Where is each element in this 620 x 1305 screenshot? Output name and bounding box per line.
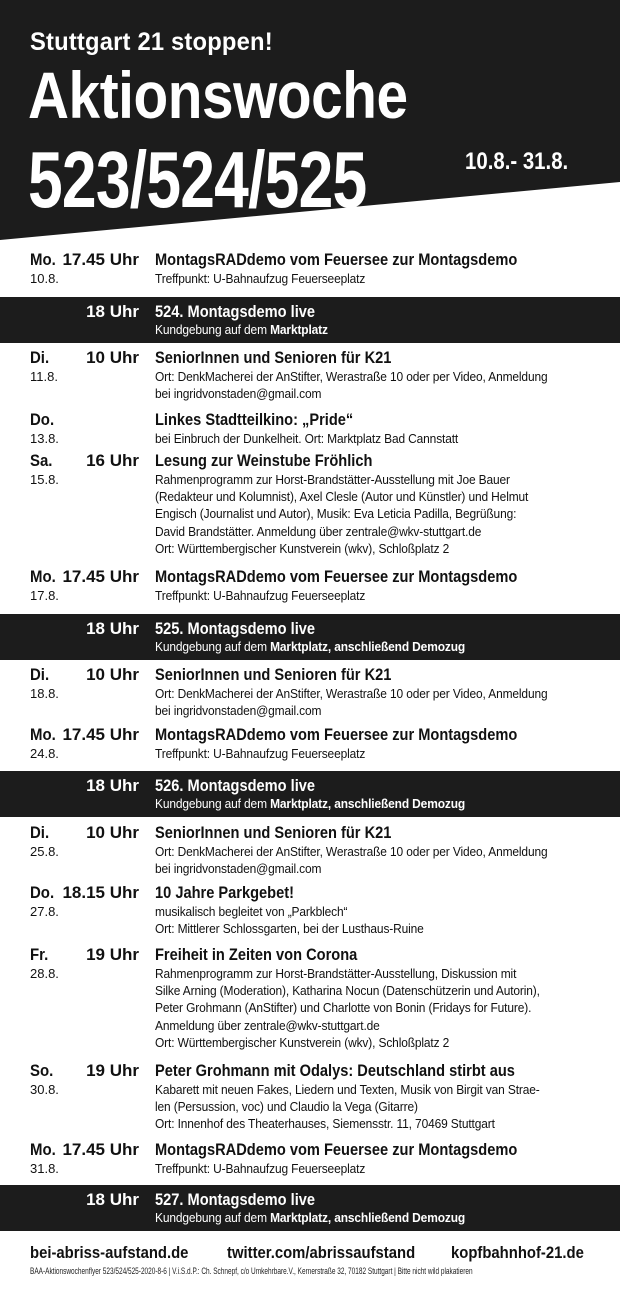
event-day: Di. — [30, 823, 50, 842]
event-day: Do. — [30, 410, 55, 429]
event-detail-line: musikalisch begleitet von „Parkblech“ — [155, 904, 348, 919]
event-detail-line: Ort: DenkMacherei der AnStifter, Werastraße 10 oder per Video, Anmeldung — [155, 844, 548, 859]
event-detail-line: Treffpunkt: U-Bahnaufzug Feuerseeplatz — [155, 1161, 366, 1176]
event-day: Mo. — [30, 250, 56, 269]
event-detail-text: Kundgebung auf dem — [155, 1210, 271, 1225]
event-details — [155, 843, 610, 877]
event-time: 16 Uhr — [86, 451, 139, 470]
event-title: MontagsRADdemo vom Feuersee zur Montagsdemo — [155, 725, 518, 744]
event-day: Mo. — [30, 1140, 56, 1159]
event-detail-line: Ort: Württembergischer Kunstverein (wkv), Schloßplatz 2 — [155, 540, 450, 556]
event-date: 25.8. — [30, 844, 59, 859]
event-title: 524. Montagsdemo live — [155, 302, 316, 321]
event-detail-line: Ort: DenkMacherei der AnStifter, Werastraße 10 oder per Video, Anmeldung — [155, 686, 548, 701]
event-title: SeniorInnen und Senioren für K21 — [155, 665, 392, 684]
event-title: MontagsRADdemo vom Feuersee zur Montagsdemo — [155, 567, 518, 586]
event-time: 10 Uhr — [86, 823, 139, 842]
event-day: Mo. — [30, 567, 56, 586]
event-time: 17.45 Uhr — [62, 1140, 139, 1159]
event-detail-line: Ort: Württembergischer Kunstverein (wkv), Schloßplatz 2 — [155, 1034, 450, 1050]
event-title: SeniorInnen und Senioren für K21 — [155, 823, 392, 842]
footer-links — [30, 1244, 590, 1266]
event-day: Mo. — [30, 725, 56, 744]
event-time: 18 Uhr — [86, 776, 139, 795]
event-date: 27.8. — [30, 904, 59, 919]
event-detail-line: Treffpunkt: U-Bahnaufzug Feuerseeplatz — [155, 588, 366, 603]
footer-link-kopfbahnhof[interactable]: kopfbahnhof-21.de — [451, 1244, 584, 1262]
footer-imprint: BAA-Aktionswochenflyer 523/524/525-2020-8-6 | V.i.S.d.P.: Ch. Schnepf, c/o Umkehrbare.V., Kernerstraße 32, 70182 Stuttgart | Bitte nicht wild plakatieren — [30, 1266, 473, 1276]
event-time: 10 Uhr — [86, 348, 139, 367]
event-detail-line: Engisch (Journalist und Autor), Musik: Eva Leticia Padilla, Begrüßung: — [155, 506, 517, 522]
event-title: MontagsRADdemo vom Feuersee zur Montagsdemo — [155, 250, 518, 269]
event-row — [0, 250, 620, 292]
event-detail-highlight: Marktplatz, anschließend Demozug — [270, 796, 466, 811]
event-row — [0, 348, 620, 408]
event-title: 526. Montagsdemo live — [155, 776, 316, 795]
event-time: 17.45 Uhr — [62, 725, 139, 744]
event-details — [155, 1160, 610, 1177]
event-date: 15.8. — [30, 472, 59, 487]
event-detail-line: len (Persussion, voc) und Claudio la Vega (Gitarre) — [155, 1099, 418, 1115]
event-details — [155, 965, 610, 1051]
event-time: 19 Uhr — [86, 1061, 139, 1080]
event-row — [0, 567, 620, 609]
event-title: SeniorInnen und Senioren für K21 — [155, 348, 392, 367]
event-detail-line: bei ingridvonstaden@gmail.com — [155, 386, 322, 402]
header — [0, 0, 620, 240]
footer-link-website[interactable]: bei-abriss-aufstand.de — [30, 1244, 189, 1262]
event-time: 19 Uhr — [86, 945, 139, 964]
event-details — [155, 1209, 610, 1226]
event-details — [155, 321, 610, 338]
event-row — [0, 945, 620, 1057]
event-detail-line: David Brandstätter. Anmeldung über zentrale@wkv-stuttgart.de — [155, 523, 482, 539]
event-detail-line — [155, 795, 574, 812]
event-detail-line: bei Einbruch der Dunkelheit. Ort: Marktplatz Bad Cannstatt — [155, 431, 459, 446]
event-details — [155, 745, 610, 762]
event-details — [155, 1081, 610, 1133]
header-numbers: 523/524/525 — [28, 135, 367, 224]
event-details — [155, 270, 610, 287]
event-row — [0, 823, 620, 883]
event-detail-text: Kundgebung auf dem — [155, 322, 271, 337]
event-details — [155, 903, 610, 937]
event-detail-line: Peter Grohmann (AnStifter) und Charlotte von Bonin (Fridays for Future). — [155, 1000, 532, 1016]
event-detail-line: Rahmenprogramm zur Horst-Brandstätter-Ausstellung mit Joe Bauer — [155, 472, 510, 487]
event-time: 18.15 Uhr — [62, 883, 139, 902]
event-title: 525. Montagsdemo live — [155, 619, 316, 638]
event-title: Linkes Stadtteilkino: „Pride“ — [155, 410, 354, 429]
event-detail-line: Silke Arning (Moderation), Katharina Nocun (Datenschützerin und Autorin), — [155, 983, 540, 999]
event-detail-line: Ort: Innenhof des Theaterhauses, Siemensstr. 11, 70469 Stuttgart — [155, 1116, 495, 1132]
event-time: 18 Uhr — [86, 302, 139, 321]
event-detail-line — [155, 321, 574, 338]
event-time: 18 Uhr — [86, 619, 139, 638]
event-detail-line — [155, 1209, 574, 1226]
event-detail-line: Treffpunkt: U-Bahnaufzug Feuerseeplatz — [155, 271, 366, 286]
event-band — [0, 1185, 620, 1231]
event-detail-highlight: Marktplatz, anschließend Demozug — [270, 639, 466, 654]
event-row — [0, 883, 620, 943]
header-title: Aktionswoche — [28, 58, 408, 132]
event-date: 10.8. — [30, 271, 59, 286]
event-detail-line: Ort: DenkMacherei der AnStifter, Werastraße 10 oder per Video, Anmeldung — [155, 369, 548, 384]
event-row — [0, 451, 620, 563]
footer-link-twitter[interactable]: twitter.com/abrissaufstand — [227, 1244, 416, 1262]
event-details — [155, 368, 610, 402]
event-row — [0, 410, 620, 452]
event-band — [0, 297, 620, 343]
event-title: 527. Montagsdemo live — [155, 1190, 316, 1209]
event-date: 11.8. — [30, 369, 58, 384]
event-detail-line — [155, 638, 574, 655]
event-detail-line: Anmeldung über zentrale@wkv-stuttgart.de — [155, 1017, 380, 1033]
header-daterange: 10.8.- 31.8. — [465, 148, 569, 175]
event-detail-highlight: Marktplatz, anschließend Demozug — [270, 1210, 466, 1225]
event-detail-line: (Redakteur und Kolumnist), Axel Clesle (Autor und Künstler) und Helmut — [155, 489, 529, 505]
event-row — [0, 1140, 620, 1182]
event-day: Fr. — [30, 945, 49, 964]
event-detail-highlight: Marktplatz — [270, 322, 328, 337]
event-date: 13.8. — [30, 431, 59, 446]
event-time: 10 Uhr — [86, 665, 139, 684]
event-detail-line: Ort: Mittlerer Schlossgarten, bei der Lusthaus-Ruine — [155, 921, 424, 937]
event-title: Freiheit in Zeiten von Corona — [155, 945, 358, 964]
event-date: 18.8. — [30, 686, 59, 701]
event-row — [0, 1061, 620, 1139]
event-day: Di. — [30, 348, 50, 367]
event-detail-text: Kundgebung auf dem — [155, 796, 271, 811]
event-details — [155, 430, 610, 447]
header-pretitle: Stuttgart 21 stoppen! — [30, 28, 273, 56]
event-time: 17.45 Uhr — [62, 567, 139, 586]
event-details — [155, 471, 610, 557]
event-title: MontagsRADdemo vom Feuersee zur Montagsdemo — [155, 1140, 518, 1159]
event-details — [155, 795, 610, 812]
event-detail-line: bei ingridvonstaden@gmail.com — [155, 703, 322, 719]
event-detail-line: Rahmenprogramm zur Horst-Brandstätter-Ausstellung, Diskussion mit — [155, 966, 517, 981]
event-detail-line: bei ingridvonstaden@gmail.com — [155, 861, 322, 877]
event-row — [0, 665, 620, 725]
event-title: 10 Jahre Parkgebet! — [155, 883, 294, 902]
event-date: 24.8. — [30, 746, 59, 761]
event-detail-text: Kundgebung auf dem — [155, 639, 271, 654]
event-day: Do. — [30, 883, 55, 902]
event-details — [155, 587, 610, 604]
event-row — [0, 725, 620, 767]
event-date: 28.8. — [30, 966, 59, 981]
event-title: Lesung zur Weinstube Fröhlich — [155, 451, 373, 470]
event-date: 31.8. — [30, 1161, 59, 1176]
event-time: 17.45 Uhr — [62, 250, 139, 269]
event-band — [0, 771, 620, 817]
event-date: 17.8. — [30, 588, 59, 603]
event-day: So. — [30, 1061, 54, 1080]
event-band — [0, 614, 620, 660]
event-title: Peter Grohmann mit Odalys: Deutschland stirbt aus — [155, 1061, 515, 1080]
event-time: 18 Uhr — [86, 1190, 139, 1209]
event-date: 30.8. — [30, 1082, 59, 1097]
event-detail-line: Kabarett mit neuen Fakes, Liedern und Texten, Musik von Birgit van Strae- — [155, 1082, 540, 1097]
event-details — [155, 685, 610, 719]
event-day: Sa. — [30, 451, 53, 470]
event-detail-line: Treffpunkt: U-Bahnaufzug Feuerseeplatz — [155, 746, 366, 761]
event-day: Di. — [30, 665, 50, 684]
event-details — [155, 638, 610, 655]
